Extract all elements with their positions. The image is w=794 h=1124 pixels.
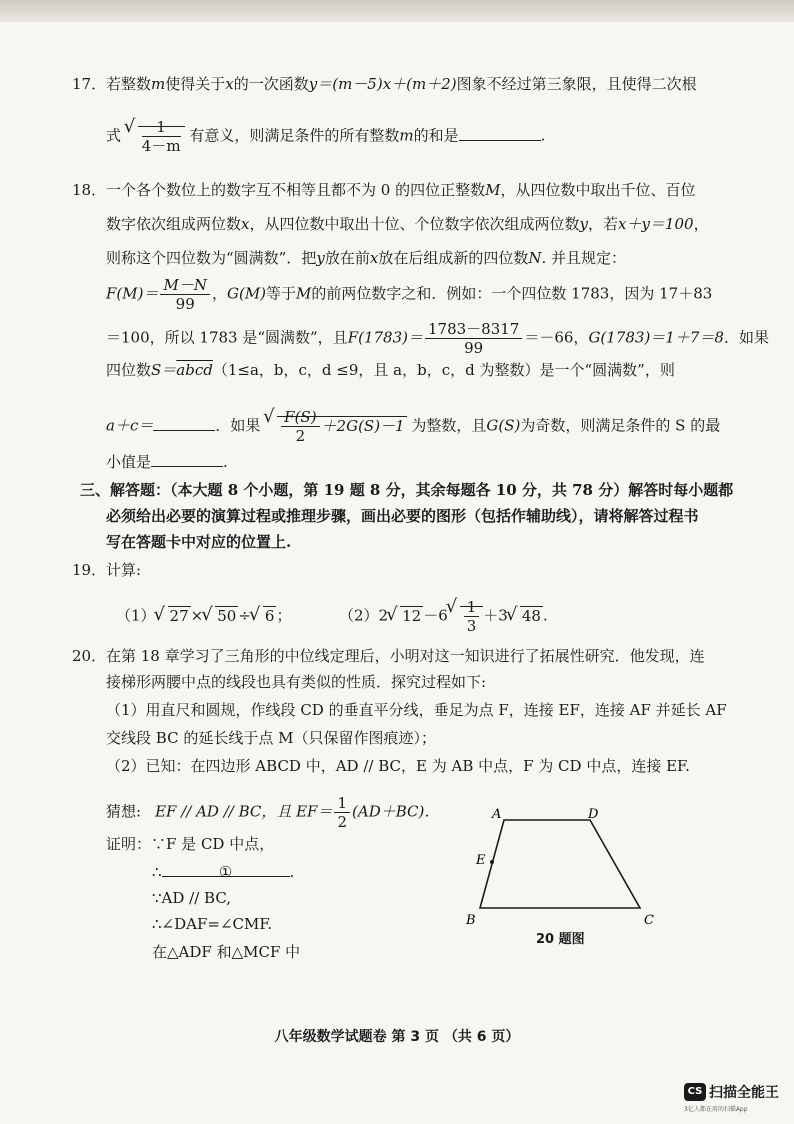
figure-caption: 20 题图 <box>536 932 585 947</box>
q19-title: 19．计算: <box>72 561 142 579</box>
q20-proof3: ∵AD // BC, <box>152 889 232 907</box>
q20-proof1: 证明：∵F 是 CD 中点， <box>106 835 275 853</box>
camscanner-brand: 扫描全能王 <box>709 1085 779 1101</box>
scan-top-edge <box>0 0 794 22</box>
q17-line2: 式 √ $\frac{1}{4-m}$ 有意义，则满足条件的所有整数m的和是 . <box>106 118 545 155</box>
camscanner-watermark <box>684 1082 779 1113</box>
q18-line7: a＋c＝ ．如果 √ $\frac{F(S)}{2}$ ＋2G(S)－1 为整数，且G(S)为奇数，则满足条件的 S 的最 <box>106 408 720 445</box>
label-a: A <box>492 807 502 822</box>
camscanner-tagline: 3亿人都在用的扫描App <box>684 1106 748 1113</box>
q18-line8: 小值是 . <box>106 453 228 471</box>
page-footer: 八年级数学试题卷 第 3 页 （共 6 页） <box>274 1029 520 1045</box>
q20-proof4: ∴∠DAF=∠CMF. <box>152 915 273 933</box>
q18-example-fraction: $\frac{1783-8317}{99}$ <box>425 320 522 357</box>
q20-guess: 猜想: EF // AD // BC，且 EF＝ $\frac{1}{2}$ (AD＋BC)． <box>106 794 440 831</box>
trapezoid-figure <box>460 800 660 930</box>
q20-line5: （2）已知：在四边形 ABCD 中，AD // BC，E 为 AB 中点，F 为 CD 中点，连接 EF. <box>106 757 690 775</box>
label-c: C <box>644 913 654 928</box>
q18-line1: 18．一个各个数位上的数字互不相等且都不为 0 的四位正整数M，从四位数中取出千位、百位 <box>72 181 696 199</box>
section3-line1: 三、解答题：（本大题 8 个小题，第 19 题 8 分，其余每题各 10 分，共 78 分）解答时每小题都 <box>80 481 734 499</box>
q20-proof5: 在△ADF 和△MCF 中 <box>152 943 301 961</box>
q20-blank-1: ① <box>162 862 290 877</box>
q18-line6: 四位数S＝abcd（1≤a，b，c，d ≤9，且 a，b，c，d 为整数）是一个“圆满数”，则 <box>106 361 675 379</box>
q20-line4: 交线段 BC 的延长线于点 M（只保留作图痕迹）； <box>106 729 436 747</box>
q18-blank-ac <box>153 416 215 431</box>
q18-line4: F(M)＝ $\frac{M-N}{99}$ ，G(M)等于M的前两位数字之和．例如：一个四位数 1783，因为 17＋83 <box>106 276 713 313</box>
q17-radical: √ $\frac{1}{4-m}$ <box>126 118 185 155</box>
q18-line5: ＝100，所以 1783 是“圆满数”，且F(1783)＝ $\frac{1783-8317}{99}$ ＝－66，G(1783)＝1＋7＝8．如果 <box>106 320 769 357</box>
point-e <box>490 860 494 864</box>
q17-answer-blank <box>459 126 541 141</box>
trapezoid-abcd <box>480 820 640 908</box>
q20-proof2: ∴ ① . <box>152 863 295 881</box>
q18-line2: 数字依次组成两位数x，从四位数中取出十位、个位数字依次组成两位数y，若x＋y＝100， <box>106 215 709 233</box>
section3-line2: 必须给出必要的演算过程或推理步骤，画出必要的图形（包括作辅助线），请将解答过程书 <box>106 507 699 525</box>
label-b: B <box>466 913 476 928</box>
label-d: D <box>588 807 599 822</box>
section3-line3: 写在答题卡中对应的位置上. <box>106 533 292 551</box>
q20-line2: 接梯形两腰中点的线段也具有类似的性质．探究过程如下: <box>106 673 487 691</box>
q18-radical: √ $\frac{F(S)}{2}$ ＋2G(S)－1 <box>265 408 406 445</box>
q20-line1: 20．在第 18 章学习了三角形的中位线定理后，小明对这一知识进行了拓展性研究．他发现，连 <box>72 647 705 665</box>
q18-blank-min <box>151 452 223 467</box>
q19-parts: （1）√ 27 ×√ 50 ÷√ 6 ； （2）2√ 12 －6 √ $\frac{1}{3}$ ＋3√ 48 . <box>116 598 548 635</box>
camscanner-logo-icon: CS <box>684 1083 706 1101</box>
q18-line3: 则称这个四位数为“圆满数”．把y放在前x放在后组成新的四位数N. 并且规定： <box>106 249 626 267</box>
label-e: E <box>476 853 486 868</box>
q18-F-fraction: $\frac{M-N}{99}$ <box>160 276 209 313</box>
q17-line1: 17．若整数m使得关于x的一次函数y＝(m－5)x＋(m＋2)图象不经过第三象限，且使得二次根 <box>72 75 697 93</box>
q20-line3: （1）用直尺和圆规，作线段 CD 的垂直平分线，垂足为点 F，连接 EF，连接 AF 并延长 AF <box>106 701 727 719</box>
